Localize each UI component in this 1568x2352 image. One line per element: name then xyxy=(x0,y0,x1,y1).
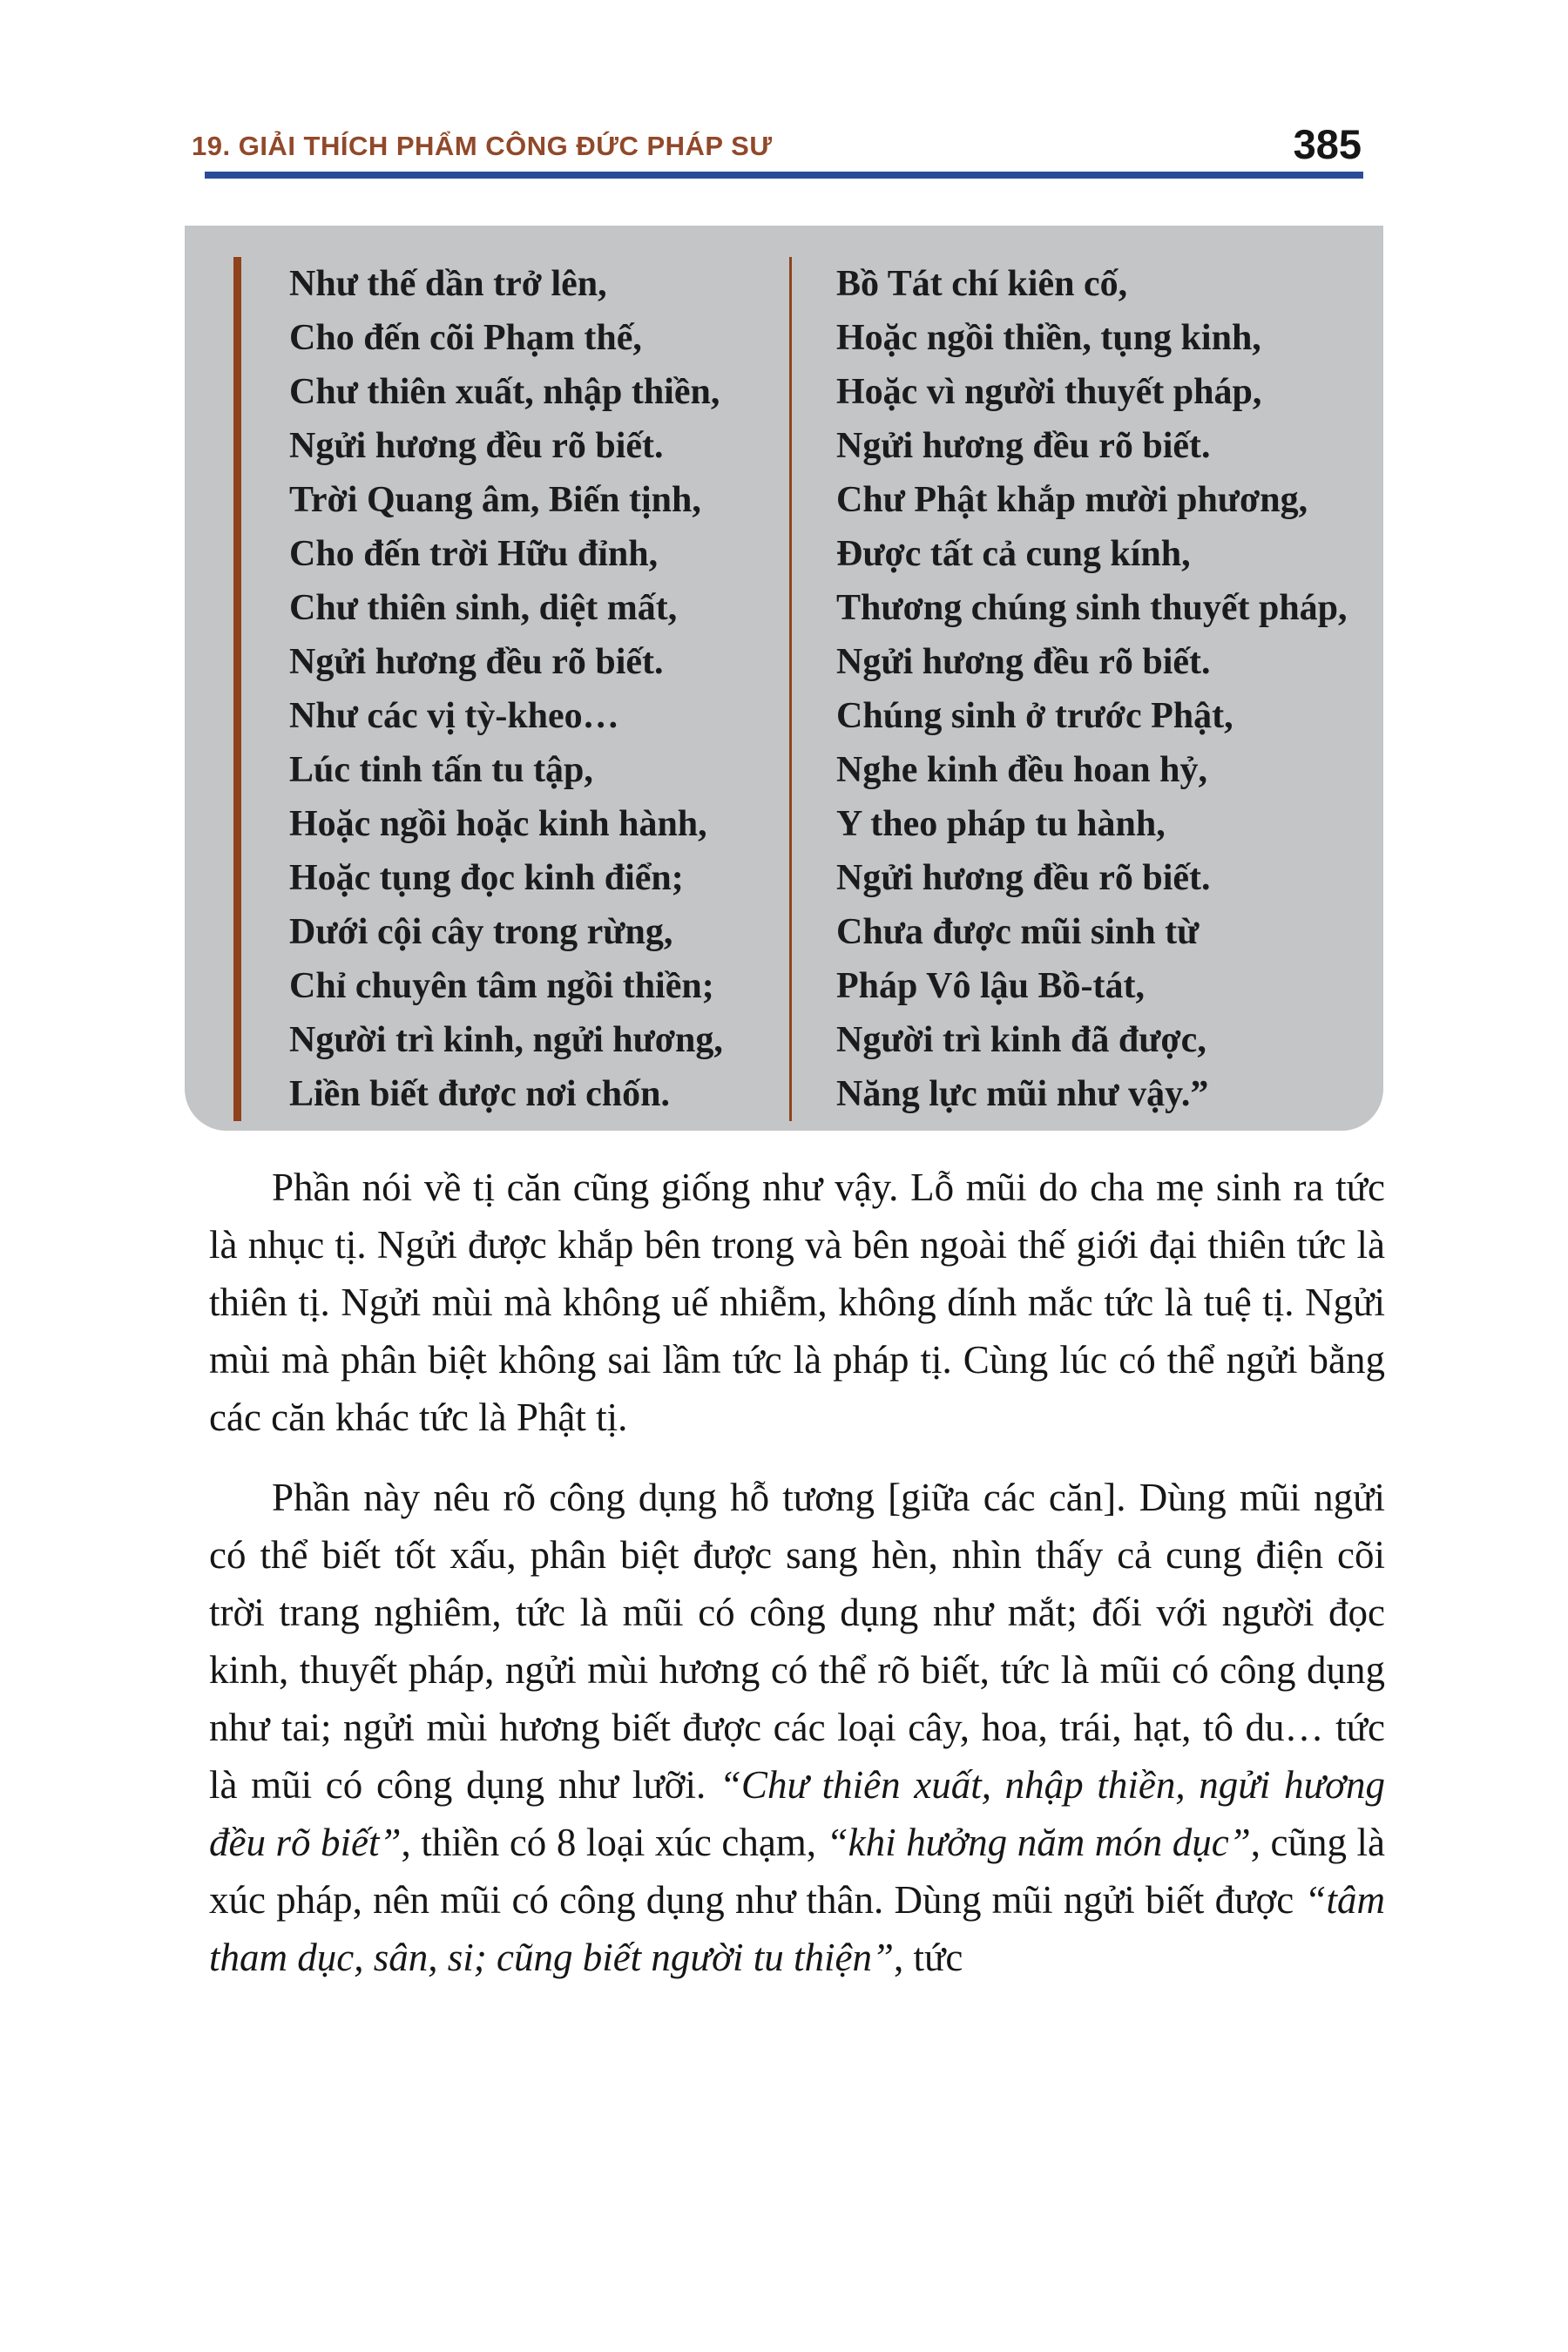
verse-column-left xyxy=(233,257,789,1121)
verse-line: Người trì kinh đã được, xyxy=(836,1020,1206,1060)
verse-line: Cho đến trời Hữu đỉnh, xyxy=(289,534,659,574)
verse-line: Ngửi hương đều rõ biết. xyxy=(836,642,1211,682)
verse-line: Hoặc ngồi hoặc kinh hành, xyxy=(289,804,707,844)
verse-line: Chư thiên sinh, diệt mất, xyxy=(289,588,678,628)
verse-line: Thương chúng sinh thuyết pháp, xyxy=(836,588,1348,628)
verse-quote-box xyxy=(185,226,1383,1131)
running-head-chapter-title: 19. GIẢI THÍCH PHẨM CÔNG ĐỨC PHÁP SƯ xyxy=(192,131,773,161)
verse-column-right xyxy=(789,257,1348,1121)
verse-line: Chúng sinh ở trước Phật, xyxy=(836,696,1233,736)
verse-line: Lúc tinh tấn tu tập, xyxy=(289,750,593,790)
verse-line: Năng lực mũi như vậy.” xyxy=(836,1074,1209,1114)
verse-line: Nghe kinh đều hoan hỷ, xyxy=(836,750,1208,790)
header-rule-divider xyxy=(205,172,1363,179)
verse-line: Bồ Tát chí kiên cố, xyxy=(836,264,1128,304)
verse-line: Ngửi hương đều rõ biết. xyxy=(289,642,664,682)
verse-line: Liền biết được nơi chốn. xyxy=(289,1074,670,1114)
paragraph-nose-faculty: Phần nói về tị căn cũng giống như vậy. Lỗ mũi do cha mẹ sinh ra tức là nhục tị. Ngửi được khắp bên trong và bên ngoài thế giới đại thiên tức là thiên tị. Ngửi mùi mà không uế nhiễm, không dính mắc tức là tuệ tị. Ngửi mùi mà phân biệt không sai lầm tức là pháp tị. Cùng lúc có thể ngửi bằng các căn khác tức là Phật tị. xyxy=(209,1166,1385,1439)
verse-line: Y theo pháp tu hành, xyxy=(836,804,1166,844)
verse-line: Chư Phật khắp mười phương, xyxy=(836,480,1308,520)
verse-line: Dưới cội cây trong rừng, xyxy=(289,912,673,952)
paragraph-mutual-functions: Phần này nêu rõ công dụng hỗ tương [giữa các căn]. Dùng mũi ngửi có thể biết tốt xấu, phân biệt được sang hèn, nhìn thấy cả cung điện cõi trời trang nghiêm, tức là mũi có công dụng như mắt; đối với người đọc kinh, thuyết pháp, ngửi mùi hương có thể rõ biết, tức là mũi có công dụng như tai; ngửi mùi hương biết được các loại cây, hoa, trái, hạt, tô du… tức là mũi có công dụng như lưỡi. “Chư thiên xuất, nhập thiền, ngửi hương đều rõ biết”, thiền có 8 loại xúc chạm, “khi hưởng năm món dục”, cũng là xúc pháp, nên mũi có công dụng như thân. Dùng mũi ngửi biết được “tâm tham dục, sân, si; cũng biết người tu thiện”, tức xyxy=(209,1476,1386,1979)
verse-line: Pháp Vô lậu Bồ-tát, xyxy=(836,966,1145,1006)
verse-line: Được tất cả cung kính, xyxy=(836,534,1191,574)
verse-line: Như các vị tỳ-kheo… xyxy=(289,696,619,736)
verse-line: Như thế dần trở lên, xyxy=(289,264,607,304)
verse-line: Cho đến cõi Phạm thế, xyxy=(289,318,642,358)
verse-line: Trời Quang âm, Biến tịnh, xyxy=(289,480,701,520)
verse-line: Chưa được mũi sinh từ xyxy=(836,912,1200,952)
verse-line: Hoặc vì người thuyết pháp, xyxy=(836,372,1262,412)
verse-line: Chư thiên xuất, nhập thiền, xyxy=(289,372,720,412)
body-text-block xyxy=(209,1159,1385,1986)
verse-line: Ngửi hương đều rõ biết. xyxy=(836,426,1211,466)
verse-line: Ngửi hương đều rõ biết. xyxy=(289,426,664,466)
verse-line: Chỉ chuyên tâm ngồi thiền; xyxy=(289,966,714,1006)
verse-line: Hoặc tụng đọc kinh điển; xyxy=(289,858,684,898)
verse-line: Hoặc ngồi thiền, tụng kinh, xyxy=(836,318,1261,358)
verse-line: Ngửi hương đều rõ biết. xyxy=(836,858,1211,898)
verse-line: Người trì kinh, ngửi hương, xyxy=(289,1020,723,1060)
page-number: 385 xyxy=(1293,121,1362,167)
